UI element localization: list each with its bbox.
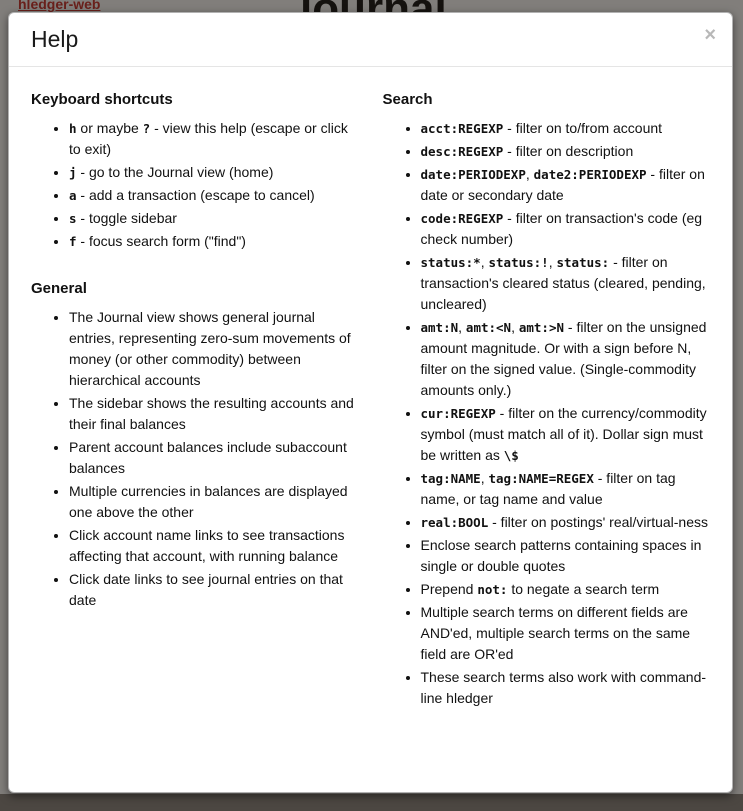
list-item: • f - focus search form ("find") [69, 231, 361, 252]
inline-code: acct:REGEXP [420, 120, 504, 136]
inline-code: date:PERIODEXP [420, 166, 526, 182]
list-item: • Parent account balances include subaccount balances [69, 437, 361, 479]
search-list [383, 118, 713, 709]
inline-code: ? [142, 120, 151, 136]
inline-code: tag:NAME=REGEX [488, 470, 594, 486]
list-item: • The Journal view shows general journal entries, representing zero-sum movements of money (or other commodity) between hierarchical accounts [69, 307, 361, 391]
general-list [31, 307, 361, 611]
list-item: • The sidebar shows the resulting accounts and their final balances [69, 393, 361, 435]
section-heading-general: General [31, 279, 87, 297]
list-item: • h or maybe ? - view this help (escape or click to exit) [69, 118, 361, 160]
inline-code: status: [556, 254, 610, 270]
list-item: • Click account name links to see transactions affecting that account, with running balance [69, 525, 361, 567]
section-heading-keyboard-shortcuts: Keyboard shortcuts [31, 90, 173, 108]
inline-code: not: [477, 581, 508, 597]
right-column [383, 83, 713, 711]
inline-code: h [69, 120, 77, 136]
close-icon[interactable]: × [704, 24, 716, 46]
list-item: • a - add a transaction (escape to cancel) [69, 185, 361, 206]
inline-code: tag:NAME [420, 470, 481, 486]
list-item: • date:PERIODEXP, date2:PERIODEXP - filter on date or secondary date [421, 164, 713, 206]
list-item: • Enclose search patterns containing spaces in single or double quotes [421, 535, 713, 577]
inline-code: amt:>N [518, 319, 565, 335]
inline-code: a [69, 187, 77, 203]
list-item: • tag:NAME, tag:NAME=REGEX - filter on tag name, or tag name and value [421, 468, 713, 510]
inline-code: \$ [503, 447, 519, 463]
inline-code: j [69, 164, 77, 180]
inline-code: s [69, 210, 77, 226]
list-item: • Multiple currencies in balances are displayed one above the other [69, 481, 361, 523]
modal-header [9, 13, 732, 67]
help-modal [8, 12, 733, 793]
keyboard-shortcuts-list [31, 118, 361, 252]
modal-body [9, 67, 732, 731]
list-item: • real:BOOL - filter on postings' real/virtual-ness [421, 512, 713, 533]
list-item: • Click date links to see journal entries on that date [69, 569, 361, 611]
list-item: • amt:N, amt:<N, amt:>N - filter on the unsigned amount magnitude. Or with a sign before N, filter on the signed value. (Single-commodity amounts only.) [421, 317, 713, 401]
list-item: • s - toggle sidebar [69, 208, 361, 229]
list-item: • cur:REGEXP - filter on the currency/commodity symbol (must match all of it). Dollar sign must be written as \$ [421, 403, 713, 466]
list-item: • status:*, status:!, status: - filter on transaction's cleared status (cleared, pending, uncleared) [421, 252, 713, 315]
inline-code: amt:<N [465, 319, 512, 335]
inline-code: cur:REGEXP [420, 405, 496, 421]
inline-code: status:! [488, 254, 549, 270]
inline-code: real:BOOL [420, 514, 489, 530]
inline-code: status:* [420, 254, 481, 270]
list-item: • j - go to the Journal view (home) [69, 162, 361, 183]
list-item: • desc:REGEXP - filter on description [421, 141, 713, 162]
inline-code: desc:REGEXP [420, 143, 504, 159]
inline-code: code:REGEXP [420, 210, 504, 226]
list-item: • Multiple search terms on different fields are AND'ed, multiple search terms on the same field are OR'ed [421, 602, 713, 665]
section-heading-search: Search [382, 90, 433, 108]
left-column [31, 83, 383, 711]
modal-title: Help [31, 26, 79, 52]
list-item: • acct:REGEXP - filter on to/from account [421, 118, 713, 139]
inline-code: amt:N [420, 319, 459, 335]
inline-code: f [69, 233, 77, 249]
list-item: • Prepend not: to negate a search term [421, 579, 713, 600]
list-item: • code:REGEXP - filter on transaction's code (eg check number) [421, 208, 713, 250]
inline-code: date2:PERIODEXP [533, 166, 647, 182]
list-item: • These search terms also work with command-line hledger [421, 667, 713, 709]
